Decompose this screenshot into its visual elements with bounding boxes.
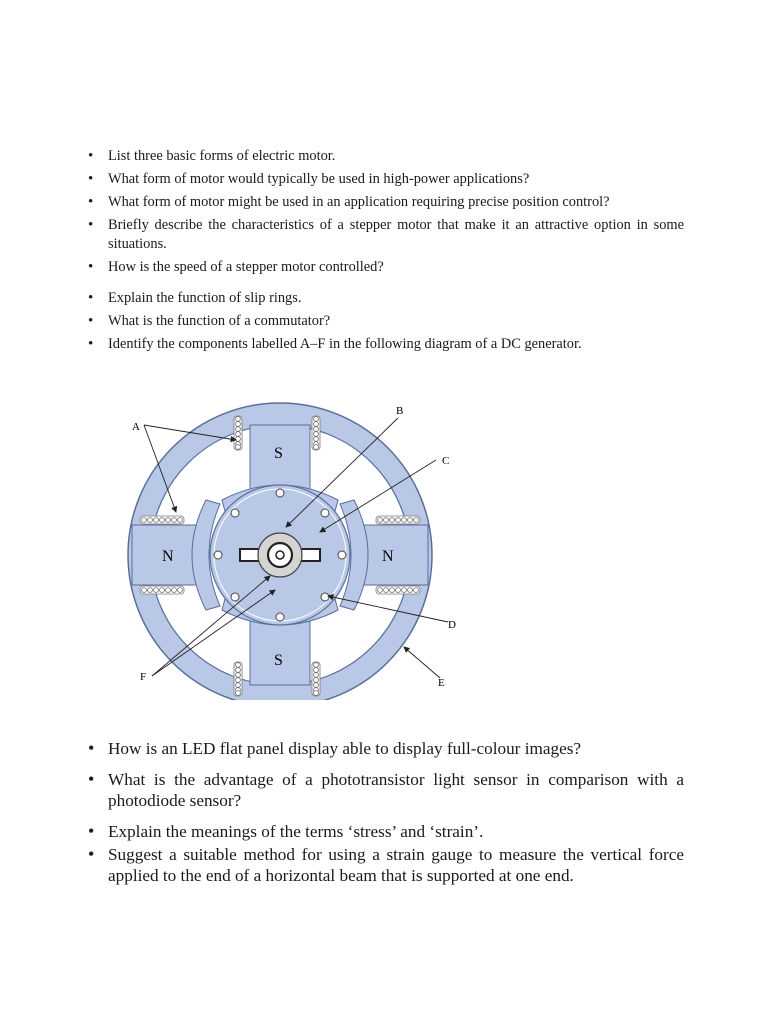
dc-generator-diagram [110,400,470,700]
callout-b: B [396,405,404,417]
pole-label-top: S [274,445,283,462]
callout-d: D [448,619,456,631]
question-item: • Explain the function of slip rings. [84,289,684,308]
question-item: • Briefly describe the characteristics of a stepper motor that make it an attractive option in some situations. [84,216,684,254]
question-item: • What form of motor would typically be used in high-power applications? [84,170,684,189]
pole-label-right: N [382,548,394,565]
question-list-1 [84,147,684,358]
pole-right [360,525,428,585]
callout-c: C [442,455,450,467]
question-item: • What form of motor might be used in an application requiring precise position control? [84,193,684,212]
question-item: • How is the speed of a stepper motor controlled? [84,258,684,277]
question-item: • Explain the meanings of the terms ‘stress’ and ‘strain’. [84,821,684,842]
question-item: • Identify the components labelled A–F in the following diagram of a DC generator. [84,335,684,354]
question-item: • What is the function of a commutator? [84,312,684,331]
question-item: • Suggest a suitable method for using a strain gauge to measure the vertical force applied to the end of a horizontal beam that is supported at one end. [84,844,684,886]
pole-bottom [250,617,310,685]
question-item: • What is the advantage of a phototransistor light sensor in comparison with a photodiode sensor? [84,769,684,811]
callout-f: F [140,671,147,683]
question-list-2 [84,738,684,896]
pole-label-bottom: S [274,652,283,669]
generator-svg [110,400,470,700]
question-item: • How is an LED flat panel display able to display full-colour images? [84,738,684,759]
callout-e: E [438,677,445,689]
shaft [276,551,284,559]
question-item: • List three basic forms of electric motor. [84,147,684,166]
pole-label-left: N [162,548,174,565]
callout-a: A [132,421,140,433]
